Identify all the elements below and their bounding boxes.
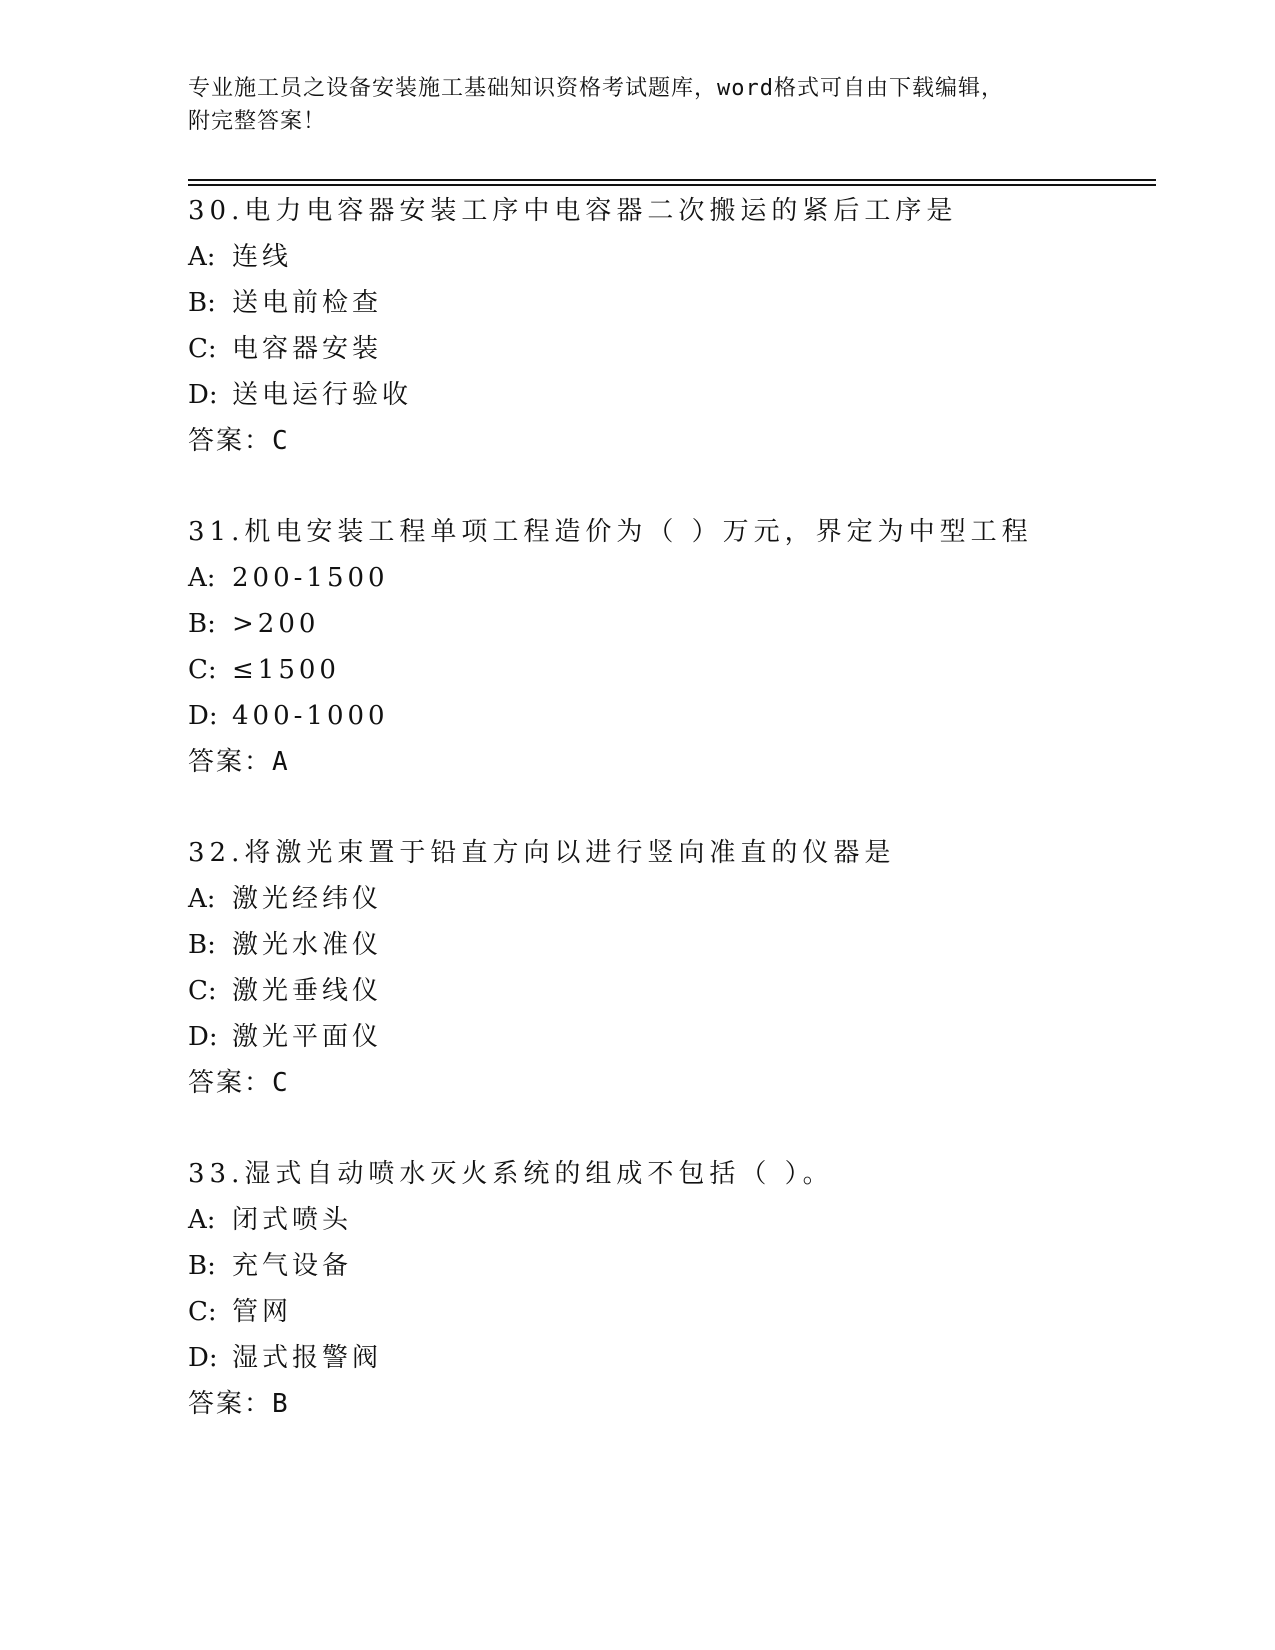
option-a	[188, 876, 1156, 922]
option-text: 送电运行验收	[232, 380, 413, 410]
option-key: C :	[188, 326, 232, 372]
option-text: 激光垂线仪	[232, 976, 383, 1006]
option-b	[188, 922, 1156, 968]
option-key: B :	[188, 1243, 232, 1289]
option-c	[188, 326, 1156, 372]
option-b	[188, 1243, 1156, 1289]
option-text: 闭式喷头	[232, 1205, 353, 1235]
option-text: ≤1500	[232, 655, 340, 685]
option-key: B :	[188, 601, 232, 647]
question-33	[188, 1151, 1156, 1427]
question-stem: 31.机电安装工程单项工程造价为（ ）万元，界定为中型工程	[188, 517, 1033, 547]
option-d	[188, 372, 1156, 418]
option-b	[188, 280, 1156, 326]
header-divider-bottom	[188, 184, 1156, 186]
question-stem: 30.电力电容器安装工序中电容器二次搬运的紧后工序是	[188, 196, 958, 226]
option-text: 激光平面仪	[232, 1022, 383, 1052]
option-c	[188, 968, 1156, 1014]
option-text: 管网	[232, 1297, 293, 1327]
option-key: D :	[188, 1014, 232, 1060]
option-text: 充气设备	[232, 1251, 353, 1281]
answer-line: 答案：C	[188, 1068, 290, 1098]
option-a	[188, 1197, 1156, 1243]
option-key: B :	[188, 922, 232, 968]
option-key: C :	[188, 968, 232, 1014]
option-key: D :	[188, 372, 232, 418]
header-divider-top	[188, 179, 1156, 181]
option-key: C :	[188, 1289, 232, 1335]
option-a	[188, 234, 1156, 280]
option-text: 激光经纬仪	[232, 884, 383, 914]
answer-line: 答案：A	[188, 747, 290, 777]
option-text: 200-1500	[232, 563, 389, 593]
option-text: >200	[232, 609, 320, 639]
option-d	[188, 693, 1156, 739]
answer-line: 答案：C	[188, 426, 290, 456]
option-key: A :	[188, 876, 232, 922]
question-stem: 33.湿式自动喷水灭火系统的组成不包括（ ）。	[188, 1159, 834, 1189]
header-line-1: 专业施工员之设备安装施工基础知识资格考试题库，word格式可自由下载编辑，	[188, 76, 1004, 101]
option-text: 连线	[232, 242, 293, 272]
option-key: A :	[188, 555, 232, 601]
option-text: 湿式报警阀	[232, 1343, 383, 1373]
question-stem: 32.将激光束置于铅直方向以进行竖向准直的仪器是	[188, 838, 896, 868]
question-31	[188, 509, 1156, 785]
option-key: D :	[188, 1335, 232, 1381]
option-a	[188, 555, 1156, 601]
option-text: 激光水准仪	[232, 930, 383, 960]
answer-line: 答案：B	[188, 1389, 290, 1419]
option-key: C :	[188, 647, 232, 693]
option-c	[188, 647, 1156, 693]
question-30	[188, 188, 1156, 464]
option-text: 送电前检查	[232, 288, 383, 318]
option-key: A :	[188, 1197, 232, 1243]
header-line-2: 附完整答案！	[188, 109, 327, 134]
question-32	[188, 830, 1156, 1106]
option-key: B :	[188, 280, 232, 326]
document-header	[188, 72, 1068, 138]
option-d	[188, 1335, 1156, 1381]
option-d	[188, 1014, 1156, 1060]
option-text: 电容器安装	[232, 334, 383, 364]
option-c	[188, 1289, 1156, 1335]
option-text: 400-1000	[232, 701, 389, 731]
option-b	[188, 601, 1156, 647]
option-key: D :	[188, 693, 232, 739]
option-key: A :	[188, 234, 232, 280]
